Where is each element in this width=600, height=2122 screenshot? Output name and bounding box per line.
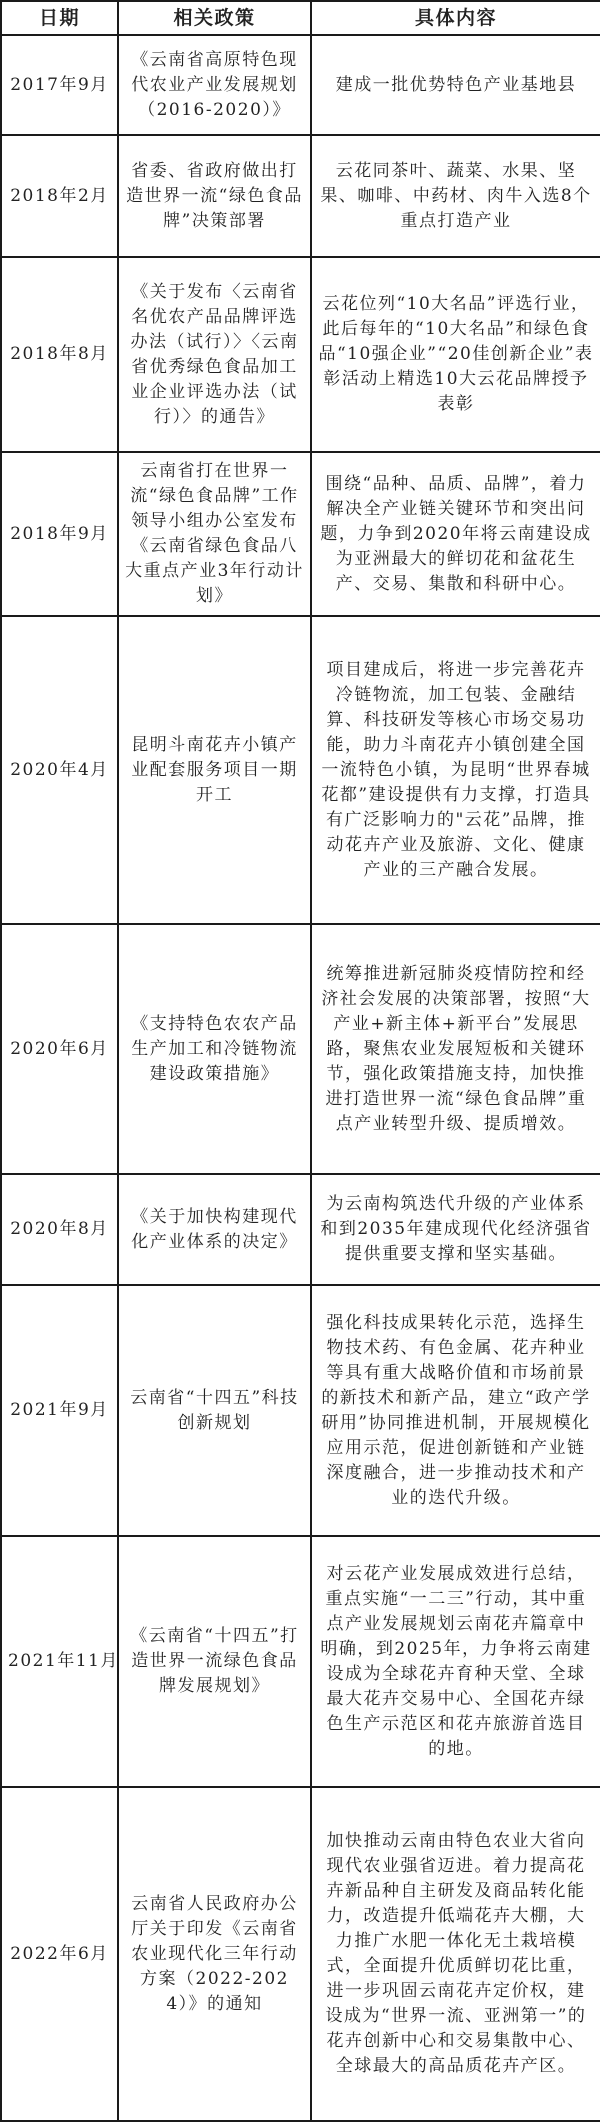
cell-content: 对云花产业发展成效进行总结，重点实施“一二三”行动，其中重点产业发展规划云南花卉篇章中明确，到2025年，力争将云南建设成为全球花卉育种天堂、全球最大花卉交易中心、全国花卉绿色生产示范区和花卉旅游首选目的地。 <box>311 1536 600 1787</box>
cell-date: 2021年11月 <box>1 1536 118 1787</box>
table-row <box>1 924 600 1174</box>
cell-content: 强化科技成果转化示范，选择生物技术药、有色金属、花卉种业等具有重大战略价值和市场前景的新技术和新产品，建立“政产学研用”协同推进机制，开展规模化应用示范，促进创新链和产业链深度融合，进一步推动技术和产业的迭代升级。 <box>311 1285 600 1536</box>
cell-date: 2021年9月 <box>1 1285 118 1536</box>
cell-date: 2018年8月 <box>1 257 118 452</box>
cell-date: 2017年9月 <box>1 35 118 135</box>
cell-content: 为云南构筑迭代升级的产业体系和到2035年建成现代化经济强省提供重要支撑和坚实基础。 <box>311 1174 600 1285</box>
cell-date: 2018年2月 <box>1 135 118 257</box>
cell-date: 2022年6月 <box>1 1787 118 2121</box>
cell-policy: 《云南省高原特色现代农业产业发展规划（2016-2020）》 <box>118 35 311 135</box>
table-header-row <box>1 1 600 35</box>
cell-content: 云花位列“10大名品”评选行业，此后每年的“10大名品”和绿色食品“10强企业”“20佳创新企业”表彰活动上精选10大云花品牌授予表彰 <box>311 257 600 452</box>
table-row <box>1 1174 600 1285</box>
cell-policy: 云南省人民政府办公厅关于印发《云南省农业现代化三年行动方案（2022-2024）》的通知 <box>118 1787 311 2121</box>
cell-content: 建成一批优势特色产业基地县 <box>311 35 600 135</box>
table-row <box>1 1787 600 2121</box>
table-row <box>1 135 600 257</box>
cell-date: 2020年8月 <box>1 1174 118 1285</box>
table-row <box>1 1285 600 1536</box>
header-policy: 相关政策 <box>118 1 311 35</box>
header-content: 具体内容 <box>311 1 600 35</box>
cell-policy: 《关于加快构建现代化产业体系的决定》 <box>118 1174 311 1285</box>
cell-policy: 《关于发布〈云南省名优农产品品牌评选办法（试行）〉〈云南省优秀绿色食品加工业企业评选办法（试行）〉的通告》 <box>118 257 311 452</box>
cell-policy: 昆明斗南花卉小镇产业配套服务项目一期开工 <box>118 616 311 924</box>
cell-content: 云花同茶叶、蔬菜、水果、坚果、咖啡、中药材、肉牛入选8个重点打造产业 <box>311 135 600 257</box>
cell-content: 统筹推进新冠肺炎疫情防控和经济社会发展的决策部署，按照“大产业+新主体+新平台”发展思路，聚焦农业发展短板和关键环节，强化政策措施支持，加快推进打造世界一流“绿色食品牌”重点产业转型升级、提质增效。 <box>311 924 600 1174</box>
header-date: 日期 <box>1 1 118 35</box>
cell-policy: 《云南省“十四五”打造世界一流绿色食品牌发展规划》 <box>118 1536 311 1787</box>
cell-date: 2018年9月 <box>1 452 118 616</box>
table-row <box>1 1536 600 1787</box>
cell-policy: 云南省打在世界一流“绿色食品牌”工作领导小组办公室发布《云南省绿色食品八大重点产业3年行动计划》 <box>118 452 311 616</box>
cell-policy: 云南省“十四五”科技创新规划 <box>118 1285 311 1536</box>
table-row <box>1 35 600 135</box>
cell-content: 加快推动云南由特色农业大省向现代农业强省迈进。着力提高花卉新品种自主研发及商品转化能力，改造提升低端花卉大棚，大力推广水肥一体化无土栽培模式，全面提升优质鲜切花比重，进一步巩固云南花卉定价权，建设成为“世界一流、亚洲第一”的花卉创新中心和交易集散中心、全球最大的高品质花卉产区。 <box>311 1787 600 2121</box>
cell-policy: 省委、省政府做出打造世界一流“绿色食品牌”决策部署 <box>118 135 311 257</box>
cell-date: 2020年6月 <box>1 924 118 1174</box>
cell-content: 项目建成后，将进一步完善花卉冷链物流，加工包装、金融结算、科技研发等核心市场交易功能，助力斗南花卉小镇创建全国一流特色小镇，为昆明“世界春城花都”建设提供有力支撑，打造具有广泛影响力的"云花”品牌，推动花卉产业及旅游、文化、健康产业的三产融合发展。 <box>311 616 600 924</box>
table-row <box>1 616 600 924</box>
table-row <box>1 452 600 616</box>
cell-content: 围绕“品种、品质、品牌”，着力解决全产业链关键环节和突出问题，力争到2020年将云南建设成为亚洲最大的鲜切花和盆花生产、交易、集散和科研中心。 <box>311 452 600 616</box>
cell-policy: 《支持特色农农产品生产加工和冷链物流建设政策措施》 <box>118 924 311 1174</box>
table-row <box>1 257 600 452</box>
cell-date: 2020年4月 <box>1 616 118 924</box>
